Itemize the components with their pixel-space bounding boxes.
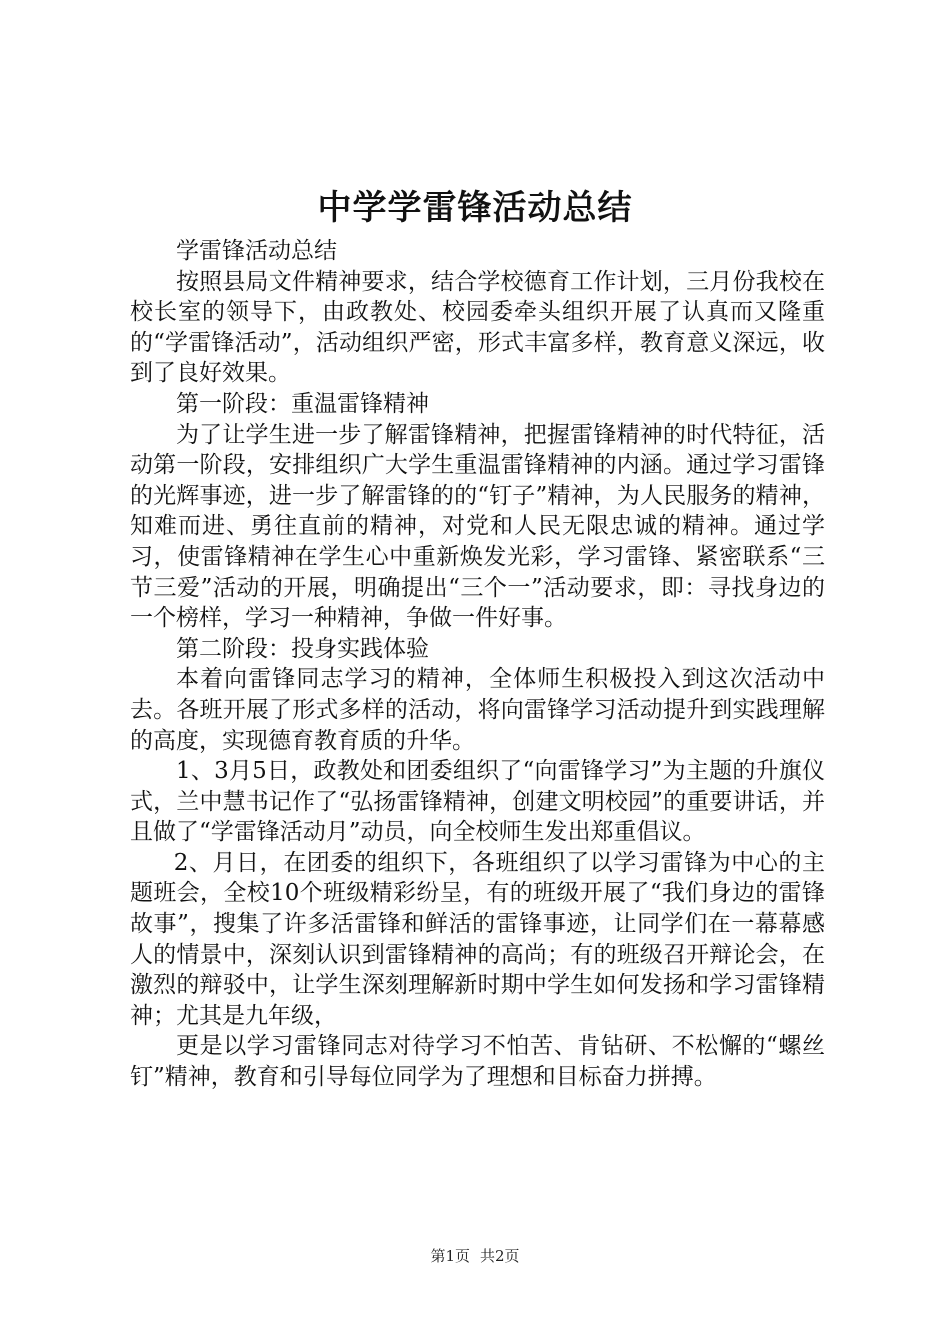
paragraph-subtitle: 学雷锋活动总结	[176, 238, 337, 264]
paragraph-stage-two: 本着向雷锋同志学习的精神，全体师生积极投入到这次活动中去。各班开展了形式多样的活动，将向雷锋学习活动提升到实践理解的高度，实现德育教育质的升华。	[130, 666, 825, 754]
page-footer	[0, 1246, 950, 1266]
document-body	[130, 236, 825, 1093]
paragraph-continuation: 更是以学习雷锋同志对待学习不怕苦、肯钻研、不松懈的“螺丝钉”精神，教育和引导每位同学为了理想和目标奋力拼搏。	[130, 1033, 825, 1091]
paragraph-item-one: 1、3月5日，政教处和团委组织了“向雷锋学习”为主题的升旗仪式，兰中慧书记作了“弘扬雷锋精神，创建文明校园”的重要讲话，并且做了“学雷锋活动月”动员，向全校师生发出郑重倡议。	[130, 758, 825, 846]
paragraph-stage-one: 为了让学生进一步了解雷锋精神，把握雷锋精神的时代特征，活动第一阶段，安排组织广大学生重温雷锋精神的内涵。通过学习雷锋的光辉事迹，进一步了解雷锋的的“钉子”精神，为人民服务的精神，知难而进、勇往直前的精神，对党和人民无限忠诚的精神。通过学习，使雷锋精神在学生心中重新焕发光彩，学习雷锋、紧密联系“三节三爱”活动的开展，明确提出“三个一”活动要求，即：寻找身边的一个榜样，学习一种精神，争做一件好事。	[130, 421, 825, 632]
section-heading-stage-one: 第一阶段：重温雷锋精神	[176, 390, 429, 417]
paragraph-intro: 按照县局文件精神要求，结合学校德育工作计划，三月份我校在校长室的领导下，由政教处、校园委牵头组织开展了认真而又隆重的“学雷锋活动”，活动组织严密，形式丰富多样，教育意义深远，收到了良好效果。	[130, 268, 825, 387]
paragraph-item-two: 2、月日，在团委的组织下，各班组织了以学习雷锋为中心的主题班会，全校10个班级精彩纷呈，有的班级开展了“我们身边的雷锋故事”，搜集了许多活雷锋和鲜活的雷锋事迹，让同学们在一幕幕感人的情景中，深刻认识到雷锋精神的高尚；有的班级召开辩论会，在激烈的辩驳中，让学生深刻理解新时期中学生如何发扬和学习雷锋精神；尤其是九年级，	[130, 849, 825, 1029]
page-number-current: 第1页	[430, 1247, 470, 1265]
page-number-total: 共2页	[480, 1247, 520, 1265]
section-heading-stage-two: 第二阶段：投身实践体验	[176, 635, 429, 662]
document-title: 中学学雷锋活动总结	[317, 188, 633, 228]
